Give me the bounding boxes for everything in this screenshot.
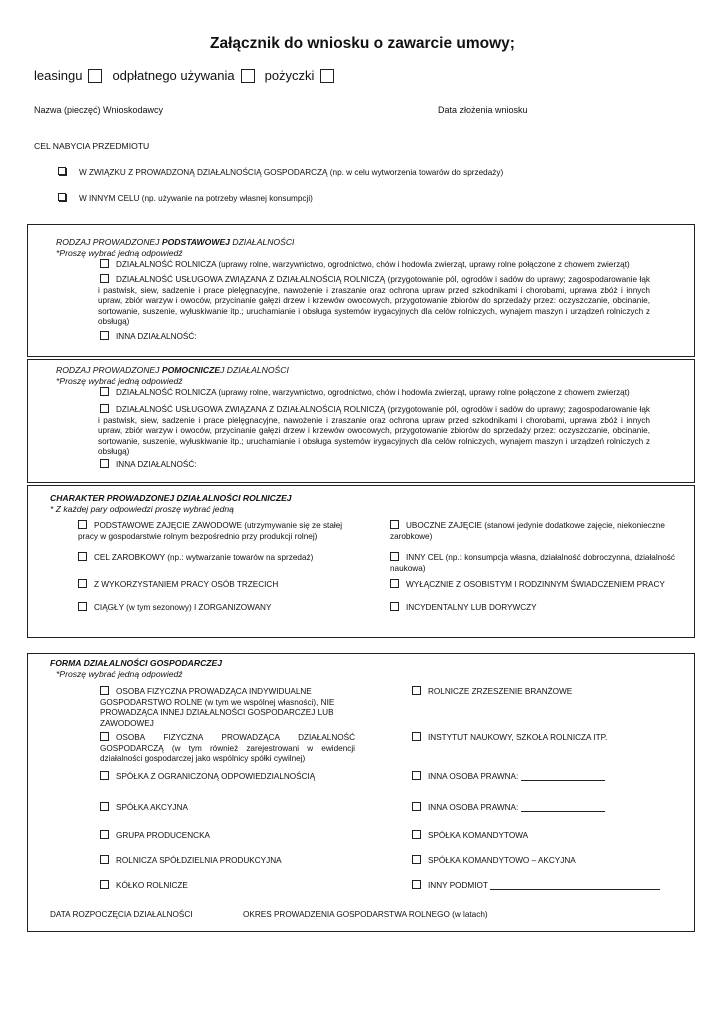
form-right-option-3[interactable]: INNA OSOBA PRAWNA: xyxy=(412,771,687,783)
form-right-1-checkbox[interactable] xyxy=(412,686,421,695)
character-left-option-4[interactable]: CIĄGŁY (w tym sezonowy) I ZORGANIZOWANY xyxy=(78,602,353,614)
form-left-option-1[interactable]: OSOBA FIZYCZNA PROWADZĄCA INDYWIDUALNE GOSPODARSTWO ROLNE (w tym we wspólnej własności), NIE PROWADZĄCA INNEJ DZIAŁALNOŚCI GOSPODARCZEJ LUB ZAWODOWEJ xyxy=(100,687,335,728)
form-left-option-6[interactable]: ROLNICZA SPÓŁDZIELNIA PRODUKCYJNA xyxy=(100,855,355,867)
form-left-option-4[interactable]: SPÓŁKA AKCYJNA xyxy=(100,802,355,814)
contract-type-paid-use-label: odpłatnego używania xyxy=(112,68,235,83)
auxiliary-activity-hint: *Proszę wybrać jedną odpowiedź xyxy=(56,376,183,386)
form-right-option-4[interactable]: INNA OSOBA PRAWNA: xyxy=(412,802,687,814)
form-right-4-checkbox[interactable] xyxy=(412,802,421,811)
auxiliary-option-services[interactable]: DZIAŁALNOŚĆ USŁUGOWA ZWIĄZANA Z DZIAŁALNOŚCIĄ ROLNICZĄ (przygotowanie pól, ogrodów i sadów do uprawy; zagospodarowanie łąk i pastwisk, siew, sadzenie i prace pielęgnacyjne, nawożenie i zraszanie oraz ochrona upraw przed szkodnikami i chorobami, uprawa zbóż i innych upraw, zbiór warzyw i owoców, przycinanie gałęzi drzew i krzewów owocowych, przygotowanie zbiorów do sprzedaży przez: oczyszczanie, obcinanie, sortowanie, suszenie, wyłuskiwanie itp.; uruchamianie i obsługa systemów irygacyjnych dla celów rolniczych, wynajem maszyn i urządzeń rolniczych z obsługą) xyxy=(98,405,650,456)
form-right-3-input-line[interactable] xyxy=(521,772,605,781)
contract-type-loan-checkbox[interactable] xyxy=(320,69,334,83)
form-left-7-checkbox[interactable] xyxy=(100,880,109,889)
form-right-option-6[interactable]: SPÓŁKA KOMANDYTOWO – AKCYJNA xyxy=(412,855,682,867)
form-left-option-5[interactable]: GRUPA PRODUCENCKA xyxy=(100,830,355,842)
primary-activity-section xyxy=(27,224,695,357)
primary-services-checkbox[interactable] xyxy=(100,274,109,283)
character-left-option-2[interactable]: CEL ZAROBKOWY (np.: wytwarzanie towarów na sprzedaż) xyxy=(78,552,353,564)
character-hint: * Z każdej pary odpowiedzi proszę wybrać jedną xyxy=(50,504,234,514)
character-right-3-checkbox[interactable] xyxy=(390,579,399,588)
form-right-2-checkbox[interactable] xyxy=(412,732,421,741)
character-right-option-2[interactable]: INNY CEL (np.: konsumpcja własna, działalność dobroczynna, działalność naukowa) xyxy=(390,553,675,573)
character-left-option-3[interactable]: Z WYKORZYSTANIEM PRACY OSÓB TRZECICH xyxy=(78,579,353,591)
business-form-section xyxy=(27,653,695,932)
form-right-4-input-line[interactable] xyxy=(521,803,605,812)
character-right-2-checkbox[interactable] xyxy=(390,552,399,561)
purpose-heading: CEL NABYCIA PRZEDMIOTU xyxy=(34,141,150,151)
contract-type-leasing-checkbox[interactable] xyxy=(88,69,102,83)
auxiliary-agricultural-checkbox[interactable] xyxy=(100,387,109,396)
business-form-hint: *Proszę wybrać jedną odpowiedź xyxy=(56,669,183,679)
character-title: CHARAKTER PROWADZONEJ DZIAŁALNOŚCI ROLNICZEJ xyxy=(50,493,292,503)
purpose-other-checkbox[interactable] xyxy=(58,193,66,201)
form-left-option-3[interactable]: SPÓŁKA Z OGRANICZONĄ ODPOWIEDZIALNOŚCIĄ xyxy=(100,771,380,783)
form-left-1-checkbox[interactable] xyxy=(100,686,109,695)
auxiliary-services-checkbox[interactable] xyxy=(100,404,109,413)
purpose-option-other[interactable] xyxy=(58,193,313,205)
application-date-label: Data złożenia wniosku xyxy=(438,105,528,115)
purpose-business-label: W ZWIĄZKU Z PROWADZONĄ DZIAŁALNOŚCIĄ GOSPODARCZĄ (np. w celu wytworzenia towarów do sprzedaży) xyxy=(79,168,504,177)
character-right-option-4[interactable]: INCYDENTALNY LUB DORYWCZY xyxy=(390,602,675,614)
auxiliary-option-other[interactable]: INNA DZIAŁALNOŚĆ: xyxy=(100,459,197,471)
form-left-6-checkbox[interactable] xyxy=(100,855,109,864)
form-left-4-checkbox[interactable] xyxy=(100,802,109,811)
form-right-option-1[interactable]: ROLNICZE ZRZESZENIE BRANŻOWE xyxy=(412,686,682,698)
form-right-3-checkbox[interactable] xyxy=(412,771,421,780)
auxiliary-option-agricultural[interactable]: DZIAŁALNOŚĆ ROLNICZA (uprawy rolne, warzywnictwo, ogrodnictwo, chów i hodowla zwierząt, uprawy rolne połączone z chowem zwierząt) xyxy=(100,387,630,399)
contract-type-paid-use-checkbox[interactable] xyxy=(241,69,255,83)
form-left-5-checkbox[interactable] xyxy=(100,830,109,839)
form-right-option-7[interactable]: INNY PODMIOT xyxy=(412,880,687,892)
primary-activity-hint: *Proszę wybrać jedną odpowiedź xyxy=(56,248,183,258)
contract-type-row xyxy=(34,68,344,83)
character-left-3-checkbox[interactable] xyxy=(78,579,87,588)
character-left-4-checkbox[interactable] xyxy=(78,602,87,611)
character-left-1-checkbox[interactable] xyxy=(78,520,87,529)
primary-agricultural-checkbox[interactable] xyxy=(100,259,109,268)
form-left-3-checkbox[interactable] xyxy=(100,771,109,780)
purpose-other-label: W INNYM CELU (np. używanie na potrzeby własnej konsumpcji) xyxy=(79,194,313,203)
character-right-1-checkbox[interactable] xyxy=(390,520,399,529)
page-title: Załącznik do wniosku o zawarcie umowy; xyxy=(210,35,515,52)
farm-period-label: OKRES PROWADZENIA GOSPODARSTWA ROLNEGO (w latach) xyxy=(243,910,488,919)
primary-other-checkbox[interactable] xyxy=(100,331,109,340)
form-right-7-input-line[interactable] xyxy=(490,881,660,890)
purpose-option-business[interactable] xyxy=(58,167,503,179)
character-right-option-3[interactable]: WYŁĄCZNIE Z OSOBISTYM I RODZINNYM ŚWIADCZENIEM PRACY xyxy=(390,579,680,591)
auxiliary-activity-section xyxy=(27,359,695,483)
purpose-business-checkbox[interactable] xyxy=(58,167,66,175)
character-left-2-checkbox[interactable] xyxy=(78,552,87,561)
contract-type-loan-label: pożyczki xyxy=(264,68,315,83)
form-right-option-2[interactable]: INSTYTUT NAUKOWY, SZKOŁA ROLNICZA ITP. xyxy=(412,732,682,744)
contract-type-leasing-label: leasingu xyxy=(34,68,83,83)
start-date-label: DATA ROZPOCZĘCIA DZIAŁALNOŚCI xyxy=(50,910,193,919)
character-right-4-checkbox[interactable] xyxy=(390,602,399,611)
primary-option-services[interactable]: DZIAŁALNOŚĆ USŁUGOWA ZWIĄZANA Z DZIAŁALNOŚCIĄ ROLNICZĄ (przygotowanie pól, ogrodów i sadów do uprawy; zagospodarowanie łąk i pastwisk, siew, sadzenie i prace pielęgnacyjne, nawożenie i zraszanie oraz ochrona upraw przed szkodnikami i chorobami, uprawa zbóż i innych upraw, zbiór warzyw i owoców, przycinanie gałęzi drzew i krzewów owocowych, przygotowanie zbiorów do sprzedaży przez: oczyszczanie, obcinanie, sortowanie, suszenie, wyłuskiwanie itp.; uruchamianie i obsługa systemów irygacyjnych dla celów rolniczych, wynajem maszyn i urządzeń rolniczych z obsługą) xyxy=(98,275,650,326)
form-left-2-checkbox[interactable] xyxy=(100,732,109,741)
applicant-name-label: Nazwa (pieczęć) Wnioskodawcy xyxy=(34,105,164,115)
form-right-5-checkbox[interactable] xyxy=(412,830,421,839)
primary-option-agricultural[interactable]: DZIAŁALNOŚĆ ROLNICZA (uprawy rolne, warzywnictwo, ogrodnictwo, chów i hodowla zwierząt, uprawy rolne połączone z chowem zwierząt) xyxy=(100,259,630,271)
auxiliary-activity-title: RODZAJ PROWADZONEJ POMOCNICZEJ DZIAŁALNOŚCI xyxy=(56,365,289,375)
form-right-option-5[interactable]: SPÓŁKA KOMANDYTOWA xyxy=(412,830,682,842)
primary-option-other[interactable]: INNA DZIAŁALNOŚĆ: xyxy=(100,331,197,343)
character-section xyxy=(27,485,695,638)
form-left-option-7[interactable]: KÓŁKO ROLNICZE xyxy=(100,880,355,892)
primary-activity-title: RODZAJ PROWADZONEJ PODSTAWOWEJ DZIAŁALNOŚCI xyxy=(56,237,295,247)
character-left-option-1[interactable]: PODSTAWOWE ZAJĘCIE ZAWODOWE (utrzymywanie się ze stałej pracy w gospodarstwie rolnym bezpośrednio przy produkcji rolnej) xyxy=(78,521,343,541)
auxiliary-other-checkbox[interactable] xyxy=(100,459,109,468)
form-right-6-checkbox[interactable] xyxy=(412,855,421,864)
character-right-option-1[interactable]: UBOCZNE ZAJĘCIE (stanowi jedynie dodatkowe zajęcie, niekonieczne zarobkowe) xyxy=(390,521,665,541)
form-right-7-checkbox[interactable] xyxy=(412,880,421,889)
form-left-option-2[interactable]: OSOBA FIZYCZNA PROWADZĄCA DZIAŁALNOŚĆ GOSPODARCZĄ (w tym również zarejestrowani w ewidencji działalności gospodarczej jako wspólnicy spółki cywilnej) xyxy=(100,733,355,763)
business-form-title: FORMA DZIAŁALNOŚCI GOSPODARCZEJ xyxy=(50,658,223,668)
